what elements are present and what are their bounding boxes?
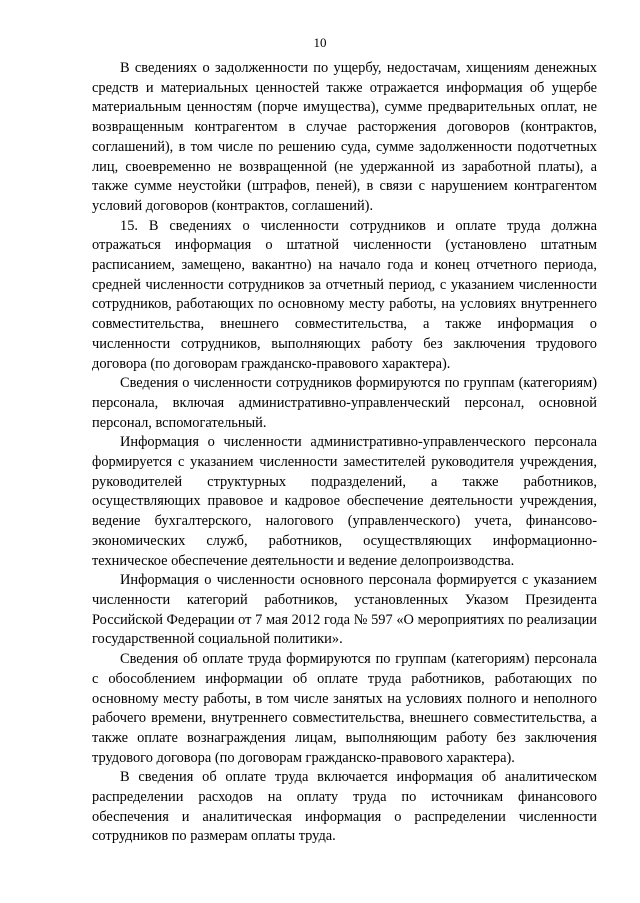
paragraph-admin-staff: Информация о численности административно-управленческого персонала формируется с указанием численности заместителей руководителя учреждения, руководителей структурных подразделений, а также работников, осуществляющих правовое и кадровое обеспечение деятельности учреждения, ведение бухгалтерского, налогового (управленческого) учета, финансово-экономических служб, работников, осуществляющих информационно-техническое обеспечение деятельности и ведение делопроизводства. xyxy=(92,434,597,569)
page-body xyxy=(92,59,597,847)
paragraph-staff-count: 15. В сведениях о численности сотрудников и оплате труда должна отражаться информация о штатной численности (установлено штатным расписанием, замещено, вакантно) на начало года и конец отчетного периода, средней численности сотрудников за отчетный период, с указанием численности сотрудников, работающих по основному месту работы, на условиях внутреннего совместительства, внешнего совместительства, а также информация о численности сотрудников, выполняющих работу без заключения трудового договора (по договорам гражданско-правового характера). xyxy=(92,217,597,372)
paragraph-debt-damage: В сведениях о задолженности по ущербу, недостачам, хищениям денежных средств и материальных ценностей также отражается информация об ущербе материальным ценностям (порче имущества), сумме предварительных оплат, не возвращенным контрагентом в случае расторжения договоров (контрактов, соглашений), в том числе по решению суда, сумме задолженности подотчетных лиц, своевременно не возвращенной (не удержанной из заработной платы), а также сумме неустойки (штрафов, пеней), в связи с нарушением контрагентом условий договоров (контрактов, соглашений). xyxy=(92,60,597,214)
paragraph-staff-groups: Сведения о численности сотрудников формируются по группам (категориям) персонала, включая административно-управленческий персонал, основной персонал, вспомогательный. xyxy=(92,375,597,431)
page-number: 10 xyxy=(313,35,327,50)
paragraph-payroll-analytics: В сведения об оплате труда включается информация об аналитическом распределении расходов на оплату труда по источникам финансового обеспечения и аналитическая информация о распределении численности сотрудников по размерам оплаты труда. xyxy=(92,769,597,845)
paragraph-main-staff: Информация о численности основного персонала формируется с указанием численности категорий работников, установленных Указом Президента Российской Федерации от 7 мая 2012 года № 597 «О мероприятиях по реализации государственной социальной политики». xyxy=(92,572,597,648)
paragraph-payroll-groups: Сведения об оплате труда формируются по группам (категориям) персонала с обособлением информации об оплате труда работников, работающих по основному месту работы, в том числе занятых на условиях полного и неполного рабочего времени, внутреннего совместительства, внешнего совместительства, а также оплате вознаграждения лицам, выполняющим работу без заключения трудового договора (по договорам гражданско-правового характера). xyxy=(92,651,597,766)
